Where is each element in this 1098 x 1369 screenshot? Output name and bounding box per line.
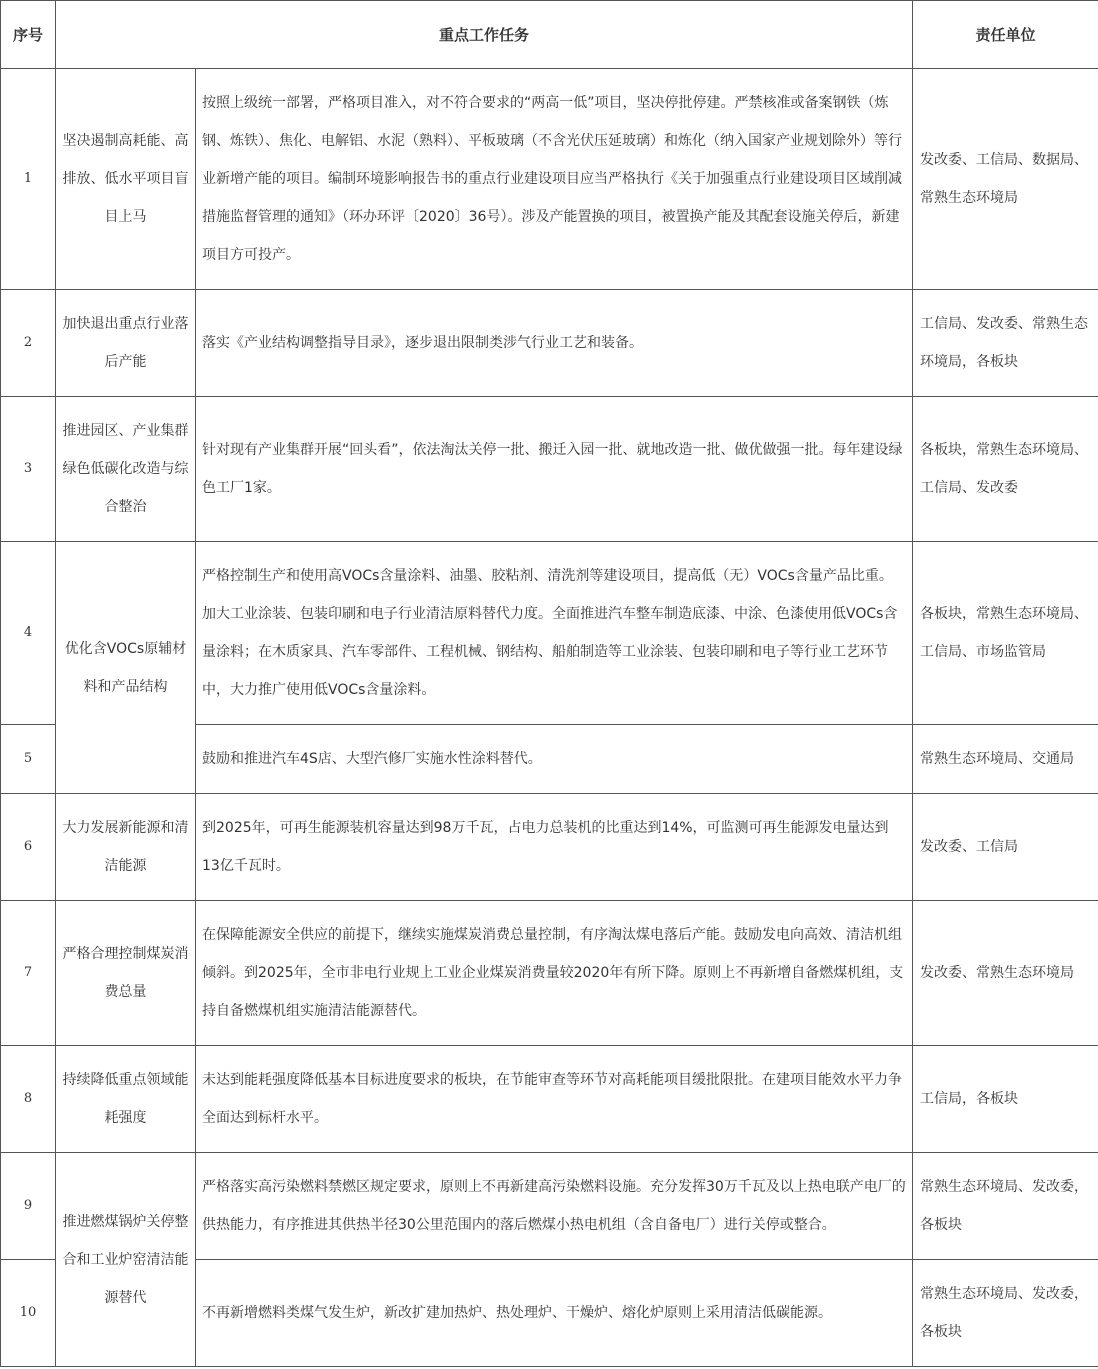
row-responsible: 工信局，各板块 [913, 1046, 1098, 1153]
table-row [1, 1046, 1098, 1153]
row-index: 4 [1, 542, 56, 725]
table-row [1, 69, 1098, 290]
row-category: 严格合理控制煤炭消费总量 [56, 901, 196, 1046]
row-task: 到2025年，可再生能源装机容量达到98万千瓦，占电力总装机的比重达到14%，可监测可再生能源发电量达到13亿千瓦时。 [196, 794, 913, 901]
row-index: 5 [1, 725, 56, 794]
row-responsible: 发改委、常熟生态环境局 [913, 901, 1098, 1046]
row-task: 严格控制生产和使用高VOCs含量涂料、油墨、胶粘剂、清洗剂等建设项目，提高低（无）VOCs含量产品比重。加大工业涂装、包装印刷和电子行业清洁原料替代力度。全面推进汽车整车制造底漆、中涂、色漆使用低VOCs含量涂料；在木质家具、汽车零部件、工程机械、钢结构、船舶制造等工业涂装、包装印刷和电子等行业工艺环节中，大力推广使用低VOCs含量涂料。 [196, 542, 913, 725]
row-responsible: 发改委、工信局 [913, 794, 1098, 901]
table-row [1, 901, 1098, 1046]
row-responsible: 常熟生态环境局、交通局 [913, 725, 1098, 794]
header-task: 重点工作任务 [56, 1, 913, 69]
row-index: 7 [1, 901, 56, 1046]
table-row [1, 794, 1098, 901]
row-responsible: 工信局、发改委、常熟生态环境局，各板块 [913, 290, 1098, 397]
row-index: 10 [1, 1260, 56, 1367]
table-row [1, 397, 1098, 542]
row-index: 2 [1, 290, 56, 397]
row-responsible: 常熟生态环境局、发改委，各板块 [913, 1260, 1098, 1367]
row-task: 严格落实高污染燃料禁燃区规定要求，原则上不再新建高污染燃料设施。充分发挥30万千瓦及以上热电联产电厂的供热能力，有序推进其供热半径30公里范围内的落后燃煤小热电机组（含自备电厂）进行关停或整合。 [196, 1153, 913, 1260]
row-category: 大力发展新能源和清洁能源 [56, 794, 196, 901]
header-responsible: 责任单位 [913, 1, 1098, 69]
row-index: 9 [1, 1153, 56, 1260]
row-task: 针对现有产业集群开展“回头看”，依法淘汰关停一批、搬迁入园一批、就地改造一批、做优做强一批。每年建设绿色工厂1家。 [196, 397, 913, 542]
table-row [1, 542, 1098, 725]
row-category: 优化含VOCs原辅材料和产品结构 [56, 542, 196, 794]
row-category: 推进燃煤锅炉关停整合和工业炉窑清洁能源替代 [56, 1153, 196, 1367]
row-category: 持续降低重点领域能耗强度 [56, 1046, 196, 1153]
row-responsible: 各板块，常熟生态环境局、工信局、发改委 [913, 397, 1098, 542]
row-responsible: 发改委、工信局、数据局、常熟生态环境局 [913, 69, 1098, 290]
row-category: 推进园区、产业集群绿色低碳化改造与综合整治 [56, 397, 196, 542]
table-row [1, 290, 1098, 397]
row-task: 未达到能耗强度降低基本目标进度要求的板块，在节能审查等环节对高耗能项目缓批限批。在建项目能效水平力争全面达到标杆水平。 [196, 1046, 913, 1153]
row-task: 鼓励和推进汽车4S店、大型汽修厂实施水性涂料替代。 [196, 725, 913, 794]
row-category: 坚决遏制高耗能、高排放、低水平项目盲目上马 [56, 69, 196, 290]
table-row [1, 1153, 1098, 1260]
row-task: 落实《产业结构调整指导目录》，逐步退出限制类涉气行业工艺和装备。 [196, 290, 913, 397]
row-index: 3 [1, 397, 56, 542]
row-index: 1 [1, 69, 56, 290]
header-index: 序号 [1, 1, 56, 69]
row-responsible: 常熟生态环境局、发改委，各板块 [913, 1153, 1098, 1260]
row-index: 6 [1, 794, 56, 901]
header-row [1, 1, 1098, 69]
row-task: 不再新增燃料类煤气发生炉，新改扩建加热炉、热处理炉、干燥炉、熔化炉原则上采用清洁低碳能源。 [196, 1260, 913, 1367]
row-index: 8 [1, 1046, 56, 1153]
row-task: 在保障能源安全供应的前提下，继续实施煤炭消费总量控制，有序淘汰煤电落后产能。鼓励发电向高效、清洁机组倾斜。到2025年，全市非电行业规上工业企业煤炭消费量较2020年有所下降。原则上不再新增自备燃煤机组，支持自备燃煤机组实施清洁能源替代。 [196, 901, 913, 1046]
row-responsible: 各板块，常熟生态环境局、工信局、市场监管局 [913, 542, 1098, 725]
row-task: 按照上级统一部署，严格项目准入，对不符合要求的“两高一低”项目，坚决停批停建。严禁核准或备案钢铁（炼钢、炼铁）、焦化、电解铝、水泥（熟料）、平板玻璃（不含光伏压延玻璃）和炼化（纳入国家产业规划除外）等行业新增产能的项目。编制环境影响报告书的重点行业建设项目应当严格执行《关于加强重点行业建设项目区域削减措施监督管理的通知》（环办环评〔2020〕36号）。涉及产能置换的项目，被置换产能及其配套设施关停后，新建项目方可投产。 [196, 69, 913, 290]
row-category: 加快退出重点行业落后产能 [56, 290, 196, 397]
